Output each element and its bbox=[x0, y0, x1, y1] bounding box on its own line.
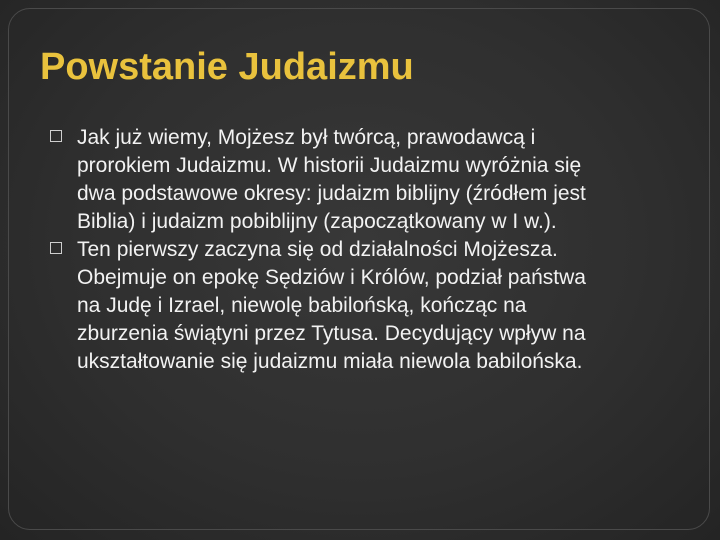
bullet-list bbox=[44, 124, 604, 376]
slide-title: Powstanie Judaizmu bbox=[40, 46, 414, 88]
bullet-item bbox=[44, 236, 604, 376]
bullet-item bbox=[44, 124, 604, 236]
bullet-text: Jak już wiemy, Mojżesz był twórcą, prawodawcą i prorokiem Judaizmu. W historii Judaizmu wyróżnia się dwa podstawowe okresy: judaizm biblijny (źródłem jest Biblia) i judaizm pobiblijny (zapoczątkowany w I w.). bbox=[77, 126, 586, 233]
bullet-text: Ten pierwszy zaczyna się od działalności Mojżesza. Obejmuje on epokę Sędziów i Królów, podział państwa na Judę i Izrael, niewolę babilońską, kończąc na zburzenia świątyni przez Tytusa. Decydujący wpływ na ukształtowanie się judaizmu miała niewola babilońska. bbox=[77, 238, 586, 373]
square-bullet-icon bbox=[50, 130, 62, 142]
square-bullet-icon bbox=[50, 242, 62, 254]
